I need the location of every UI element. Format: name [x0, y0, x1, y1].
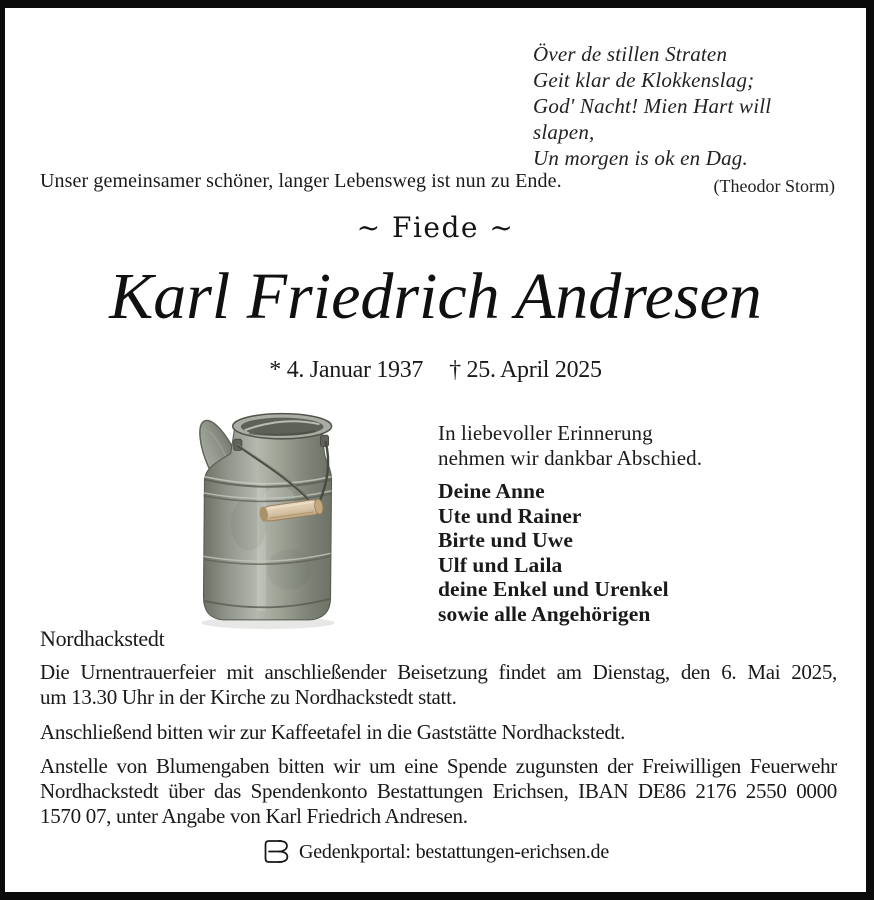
can-opening: [233, 414, 332, 439]
funeral-announcement: [40, 660, 837, 710]
deceased-name: Karl Friedrich Andresen: [109, 260, 762, 333]
mourner-line: deine Enkel und Urenkel: [438, 577, 669, 601]
milk-can-photo: [190, 403, 342, 633]
memorial-portal-text: Gedenkportal: bestattungen-erichsen.de: [298, 840, 610, 863]
poem-attribution: (Theodor Storm): [713, 176, 835, 196]
mourner-line: Ulf und Laila: [438, 552, 563, 577]
mourner-line: Deine Anne: [438, 479, 545, 503]
farewell-line: nehmen wir dankbar Abschied.: [438, 446, 703, 470]
nickname: ~ Fiede ~: [356, 211, 515, 244]
poem-line: God' Nacht! Mien Hart will slapen,: [533, 94, 772, 144]
poem-line: Över de stillen Straten: [533, 42, 728, 66]
announcement-line: 1570 07, unter Angabe von Karl Friedrich Andresen.: [40, 804, 468, 828]
life-dates: [5, 355, 866, 385]
birth-date: * 4. Januar 1937: [269, 357, 424, 383]
mourner-line: Ute und Rainer: [438, 503, 582, 528]
poem-line: Un morgen is ok en Dag.: [533, 146, 748, 170]
announcement-line: Anstelle von Blumengaben bitten wir um eine Spende zugunsten der Freiwilligen Feuerwehr: [40, 754, 837, 778]
coffee-invitation: [40, 720, 837, 745]
opening-line: Unser gemeinsamer schöner, langer Lebensweg ist nun zu Ende.: [40, 170, 562, 192]
donation-request: [40, 754, 837, 829]
notice-page: [5, 8, 866, 892]
footer: [5, 838, 866, 865]
erichsen-eb-monogram-icon: [262, 838, 290, 865]
poem-line: Geit klar de Klokkenslag;: [533, 68, 755, 92]
death-date: † 25. April 2025: [449, 357, 602, 383]
location: Nordhackstedt: [40, 626, 165, 651]
mourner-line: sowie alle Angehörigen: [438, 601, 651, 626]
announcement-line: Die Urnentrauerfeier mit anschließender Beisetzung findet am Dienstag, den 6. Mai 2025,: [40, 660, 837, 684]
announcement-line: um 13.30 Uhr in der Kirche zu Nordhackstedt statt.: [40, 685, 457, 709]
mourners-list: [438, 479, 768, 626]
farewell-line: In liebevoller Erinnerung: [438, 421, 653, 445]
farewell-block: [438, 421, 768, 626]
announcement-line: Anschließend bitten wir zur Kaffeetafel in die Gaststätte Nordhackstedt.: [40, 720, 626, 744]
mourner-line: Birte und Uwe: [438, 528, 574, 552]
announcement-line: Nordhackstedt über das Spendenkonto Bestattungen Erichsen, IBAN DE86 2176 2550 0000: [40, 779, 837, 803]
